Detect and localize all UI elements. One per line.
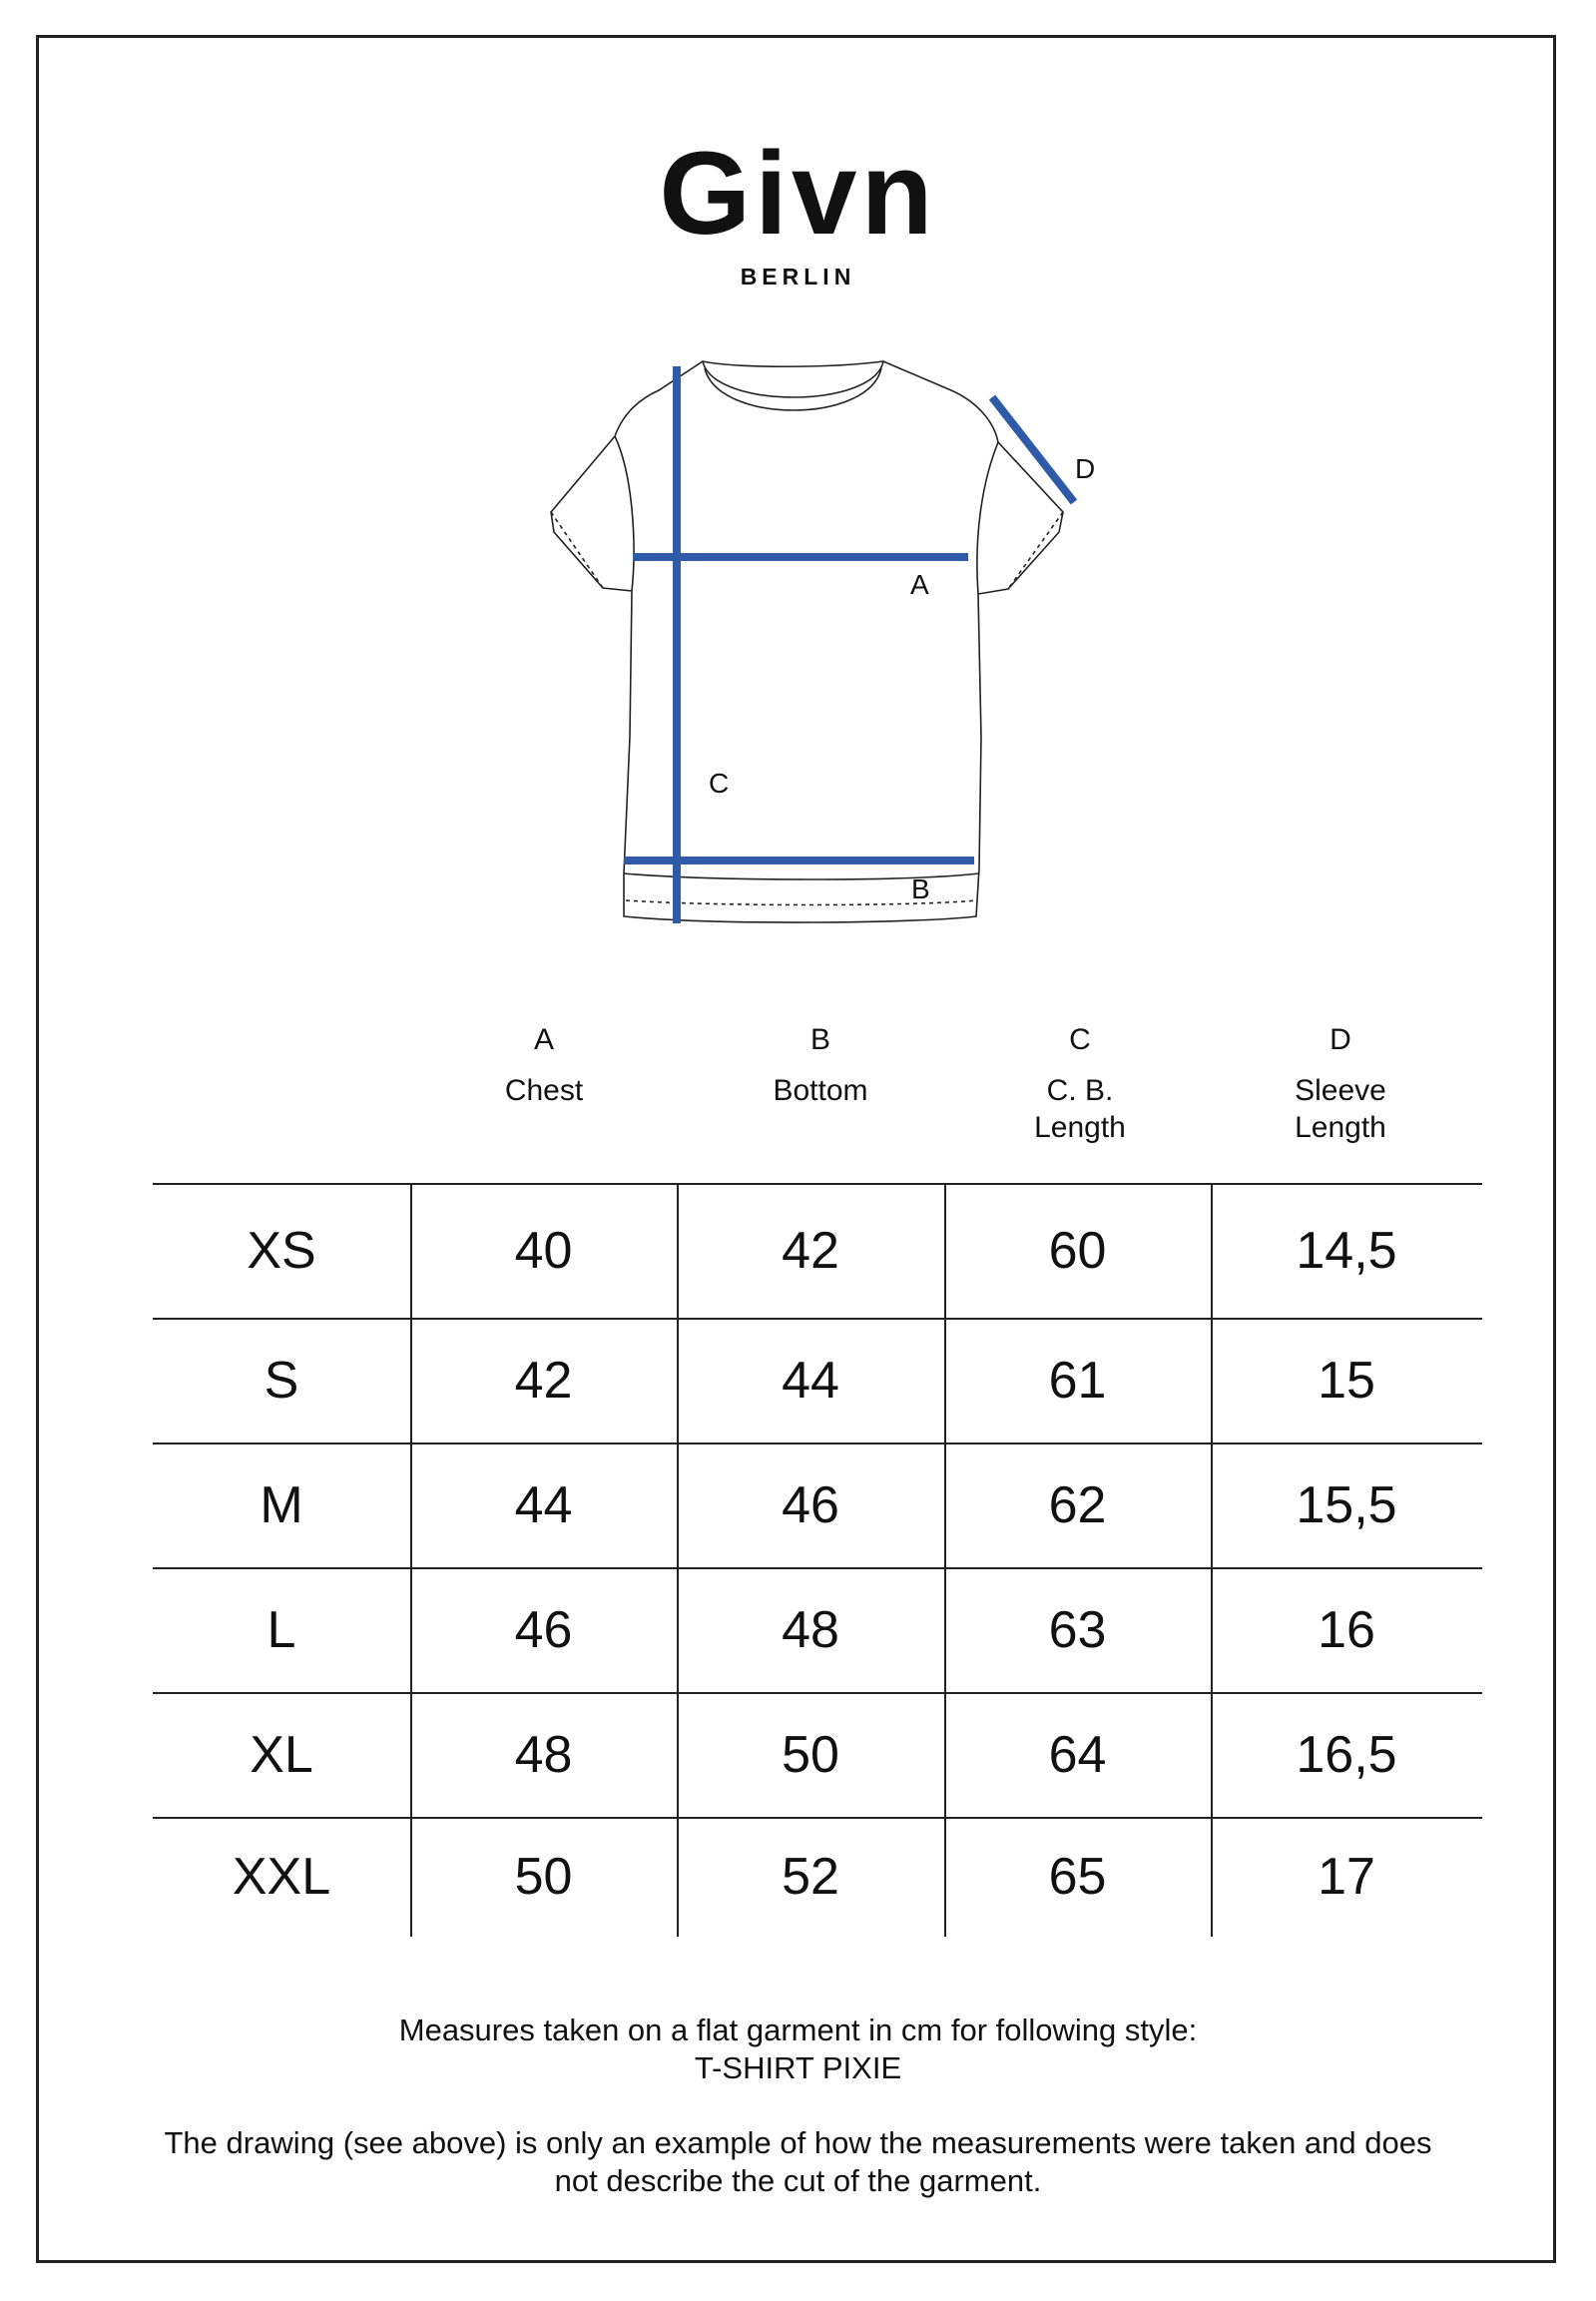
size-cell: S <box>264 1351 299 1410</box>
value-cell: 60 <box>1048 1221 1107 1280</box>
tshirt-outline <box>551 361 1063 922</box>
column-letter: A <box>533 1023 554 1056</box>
column-label: Sleeve Length <box>1295 1074 1386 1144</box>
label-a: A <box>910 569 929 600</box>
column-header-b <box>711 1021 930 1109</box>
footer-line-3: not describe the cut of the garment. <box>554 2163 1042 2198</box>
table-row <box>153 1442 1482 1567</box>
column-header-d <box>1231 1021 1450 1146</box>
column-label: C. B. Length <box>1034 1074 1126 1144</box>
value-cell: 16 <box>1318 1600 1375 1659</box>
value-cell: 50 <box>514 1848 573 1906</box>
table-row <box>153 1567 1482 1692</box>
value-cell: 42 <box>782 1221 839 1280</box>
value-cell: 46 <box>514 1600 573 1659</box>
value-cell: 15,5 <box>1296 1475 1397 1534</box>
tshirt-diagram <box>529 354 1098 933</box>
measure-lines <box>624 366 1074 923</box>
column-letter: D <box>1330 1023 1351 1056</box>
footer-line-2: The drawing (see above) is only an example of how the measurements were taken and does <box>164 2125 1432 2160</box>
column-label: Chest <box>504 1074 584 1107</box>
value-cell: 44 <box>782 1351 839 1410</box>
value-cell: 65 <box>1048 1848 1107 1906</box>
column-header-a <box>434 1021 654 1109</box>
value-cell: 48 <box>782 1600 839 1659</box>
table-row <box>153 1318 1482 1442</box>
footer-note <box>60 2012 1536 2087</box>
value-cell: 40 <box>514 1221 573 1280</box>
column-label: Bottom <box>773 1074 868 1107</box>
size-cell: XL <box>250 1725 313 1784</box>
footer-line-1: Measures taken on a flat garment in cm for following style: <box>398 2013 1198 2047</box>
label-b: B <box>911 873 930 904</box>
size-cell: L <box>266 1600 296 1659</box>
value-cell: 61 <box>1048 1351 1107 1410</box>
size-table <box>153 1183 1482 1937</box>
table-row <box>153 1183 1482 1318</box>
size-cell: XS <box>247 1221 316 1280</box>
footer-disclaimer <box>60 2124 1536 2200</box>
label-c: C <box>709 768 730 799</box>
value-cell: 44 <box>514 1475 573 1534</box>
size-cell: M <box>260 1475 303 1534</box>
column-letter: C <box>1069 1023 1091 1056</box>
value-cell: 63 <box>1048 1600 1107 1659</box>
value-cell: 62 <box>1048 1475 1107 1534</box>
table-row <box>153 1692 1482 1817</box>
value-cell: 52 <box>782 1848 839 1906</box>
value-cell: 64 <box>1048 1725 1107 1784</box>
value-cell: 50 <box>782 1725 839 1784</box>
footer-style: T-SHIRT PIXIE <box>694 2050 902 2085</box>
brand-city: BERLIN <box>740 264 856 289</box>
value-cell: 14,5 <box>1296 1221 1397 1280</box>
column-header-c <box>970 1021 1190 1146</box>
value-cell: 17 <box>1318 1848 1375 1906</box>
brand-logo: Givn <box>659 128 937 260</box>
value-cell: 16,5 <box>1296 1725 1397 1784</box>
label-d: D <box>1075 453 1096 484</box>
size-cell: XXL <box>232 1848 331 1906</box>
value-cell: 15 <box>1318 1351 1375 1410</box>
value-cell: 46 <box>782 1475 839 1534</box>
value-cell: 48 <box>514 1725 573 1784</box>
table-row <box>153 1817 1482 1937</box>
value-cell: 42 <box>514 1351 573 1410</box>
column-letter: B <box>809 1023 830 1056</box>
